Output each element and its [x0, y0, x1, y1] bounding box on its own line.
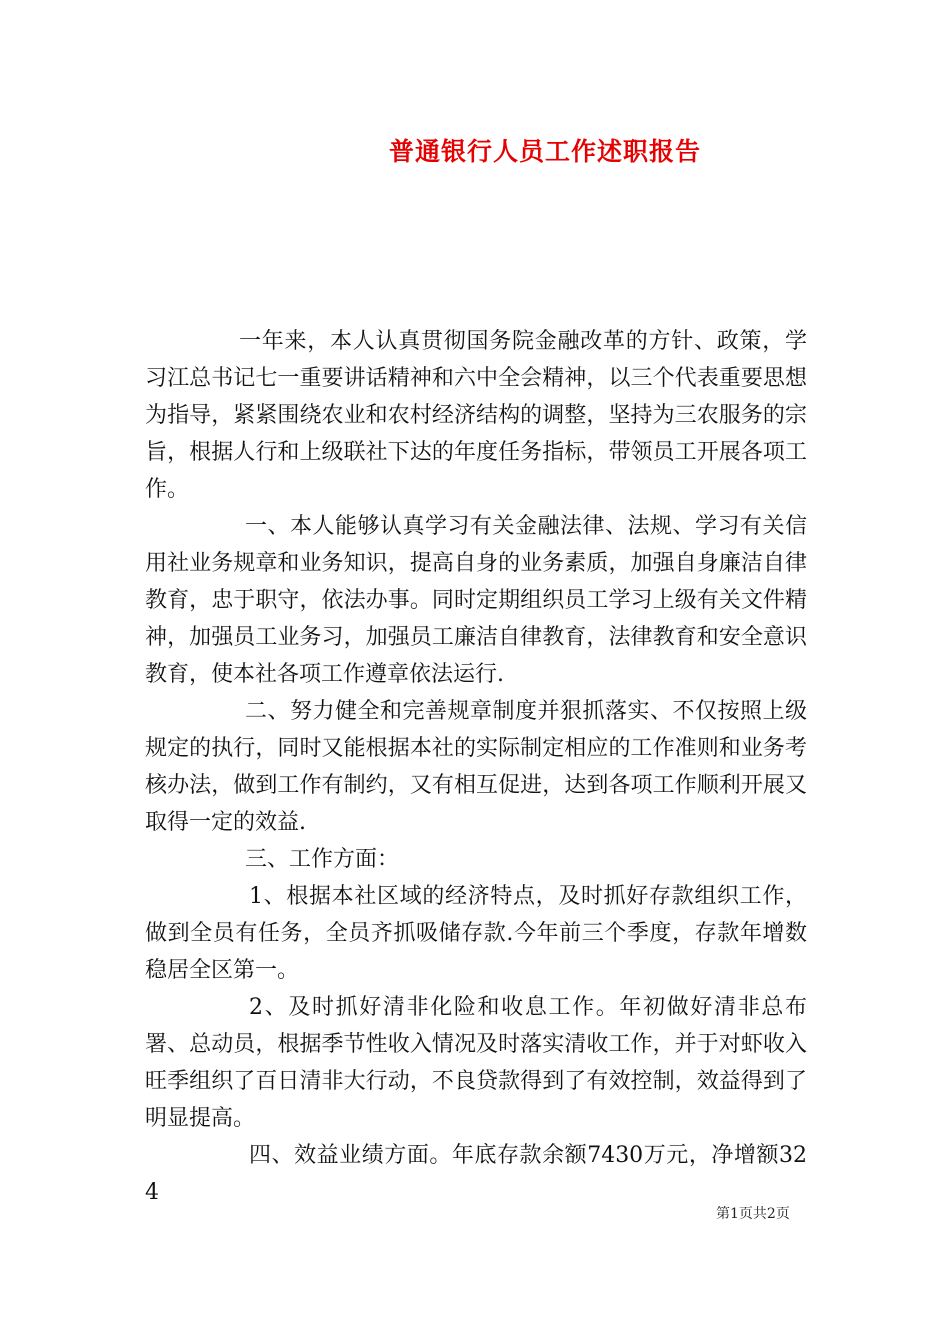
paragraph-section-2: 二、努力健全和完善规章制度并狠抓落实、不仅按照上级规定的执行，同时又能根据本社的实际制定相应的工作准则和业务考核办法，做到工作有制约，又有相互促进，达到各项工作顺利开展又取得一定的效益.: [145, 699, 807, 835]
paragraph-section-4: 四、效益业绩方面。年底存款余额7430万元，净增额324: [145, 1143, 807, 1205]
paragraph-intro: 一年来，本人认真贯彻国务院金融改革的方针、政策，学习江总书记七一重要讲话精神和六中全会精神，以三个代表重要思想为指导，紧紧围绕农业和农村经济结构的调整，坚持为三农服务的宗旨，根据人行和上级联社下达的年度任务指标，带领员工开展各项工作。: [145, 329, 807, 502]
paragraph-item-1: 1、根据本社区域的经济特点，及时抓好存款组织工作，做到全员有任务，全员齐抓吸储存款.今年前三个季度，存款年增数稳居全区第一。: [145, 884, 807, 983]
paragraph-section-3-heading: 三、工作方面：: [245, 847, 400, 872]
paragraph-section-1: 一、本人能够认真学习有关金融法律、法规、学习有关信用社业务规章和业务知识，提高自身的业务素质，加强自身廉洁自律教育，忠于职守，依法办事。同时定期组织员工学习上级有关文件精神，加强员工业务习，加强员工廉洁自律教育，法律教育和安全意识教育，使本社各项工作遵章依法运行.: [145, 514, 807, 687]
page-number-footer: 第1页共2页: [716, 1206, 790, 1222]
paragraph-item-2: 2、及时抓好清非化险和收息工作。年初做好清非总布署、总动员，根据季节性收入情况及时落实清收工作，并于对虾收入旺季组织了百日清非大行动，不良贷款得到了有效控制，效益得到了明显提高。: [145, 995, 807, 1131]
document-body: [145, 323, 807, 1211]
document-title: 普通银行人员工作述职报告: [388, 137, 701, 166]
